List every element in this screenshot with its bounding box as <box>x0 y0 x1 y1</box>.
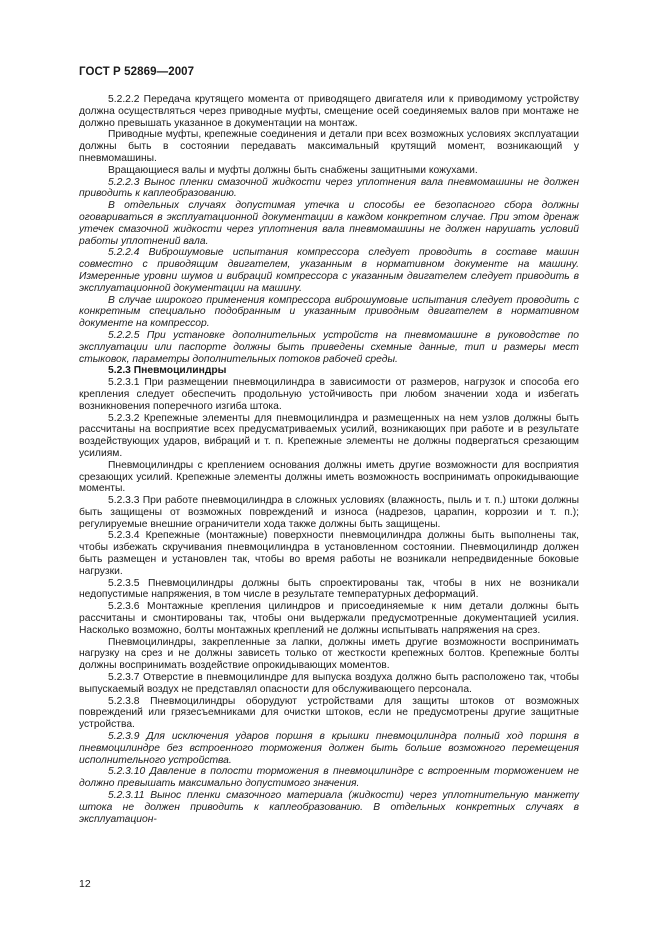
paragraph: В случае широкого применения компрессора виброшумовые испытания следует проводить с конкретным специально подобранным и указанным приводным двигателем в нормативном документе на компрессор. <box>79 294 579 330</box>
paragraph: 5.2.3.6 Монтажные крепления цилиндров и присоединяемые к ним детали должны быть рассчитаны и смонтированы так, чтобы они выдержали предусмотренные документацией усилия. Насколько возможно, болты монтажных креплений не должны испытывать напряжения на срез. <box>79 601 579 636</box>
paragraph: 5.2.2.4 Виброшумовые испытания компрессора следует проводить в составе машин совместно с приводящим двигателем, указанным в нормативном документе на машину. Измеренные уровни шумов и вибраций компрессора с указанным двигателем следует приводить в эксплуатационной документации на машину. <box>79 247 579 294</box>
paragraph: 5.2.3.3 При работе пневмоцилиндра в сложных условиях (влажность, пыль и т. п.) штоки должны быть защищены от возможных повреждений и износа (надрезов, царапин, коррозии и т. п.); регулируемые внешние ограничители хода также должны быть защищены. <box>79 495 579 530</box>
paragraph: 5.2.2.5 При установке дополнительных устройств на пневмомашине в руководстве по эксплуатации или паспорте должны быть приведены схемные данные, тип и размеры мест стыковок, параметры дополнительных потоков рабочей среды. <box>79 329 579 365</box>
paragraph: 5.2.3.4 Крепежные (монтажные) поверхности пневмоцилиндра должны быть выполнены так, чтобы избежать скручивания пневмоцилиндра в установленном состоянии. Пневмоцилиндр должен быть размещен и установлен так, чтобы во время работы не возникали непредвиденные боковые нагрузки. <box>79 530 579 577</box>
paragraph: 5.2.3.2 Крепежные элементы для пневмоцилиндра и размещенных на нем узлов должны быть рассчитаны на восприятие всех предусматриваемых усилий, возникающих при работе и в результате воздействующих ударов, вибраций и т. п. Крепежные элементы не должны подвергаться срезающим усилиям. <box>79 412 579 459</box>
paragraph: В отдельных случаях допустимая утечка и способы ее безопасного сбора должны оговариваться в эксплуатационной документации в каждом конкретном случае. При этом дренаж утечек смазочной жидкости через уплотнения вала пневмомашины не должен нарушать условий работы уплотнений вала. <box>79 200 579 247</box>
document-body <box>79 94 579 825</box>
paragraph: 5.2.3.10 Давление в полости торможения в пневмоцилиндре с встроенным торможением не должно превышать максимально допустимого значения. <box>79 766 579 790</box>
paragraph: 5.2.3.8 Пневмоцилиндры оборудуют устройствами для защиты штоков от возможных повреждений или грязесъемниками для очистки штоков, если не предусмотрены другие защитные устройства. <box>79 695 579 731</box>
paragraph: Пневмоцилиндры с креплением основания должны иметь другие возможности для восприятия срезающих усилий. Крепежные элементы должны иметь возможность воспринимать опрокидывающие моменты. <box>79 459 579 495</box>
paragraph: 5.2.3.9 Для исключения ударов поршня в крышки пневмоцилиндра полный ход поршня в пневмоцилиндре без встроенного торможения должен быть больше возможного перемещения исполнительного устройства. <box>79 731 579 766</box>
paragraph: 5.2.3.11 Вынос пленки смазочного материала (жидкости) через уплотнительную манжету штока не должен приводить к каплеобразованию. В отдельных конкретных случаях в эксплуатацион- <box>79 790 579 825</box>
page-header-standard-title: ГОСТ Р 52869—2007 <box>79 66 195 78</box>
paragraph: 5.2.2.3 Вынос пленки смазочной жидкости через уплотнения вала пневмомашины не должен приводить к каплеобразованию. <box>79 176 579 200</box>
paragraph: 5.2.3.1 При размещении пневмоцилиндра в зависимости от размеров, нагрузок и способа его крепления следует обеспечить продольную устойчивость при любом значении хода и избегать возникновения поперечного изгиба штока. <box>79 377 579 412</box>
page-number: 12 <box>79 878 91 890</box>
section-heading: 5.2.3 Пневмоцилиндры <box>108 365 227 377</box>
paragraph: Пневмоцилиндры, закрепленные за лапки, должны иметь другие возможности воспринимать нагрузку на срез и не должны зависеть только от жесткости крепежных болтов. Крепежные болты должны воспринимать воздействие опрокидывающих моментов. <box>79 636 579 672</box>
paragraph: 5.2.3.7 Отверстие в пневмоцилиндре для выпуска воздуха должно быть расположено так, чтобы выпускаемый воздух не представлял опасности для обслуживающего персонала. <box>79 672 579 695</box>
paragraph: Приводные муфты, крепежные соединения и детали при всех возможных условиях эксплуатации должны быть в состоянии передавать максимальный крутящий момент, возникающий у пневмомашины. <box>79 129 579 164</box>
paragraph: Вращающиеся валы и муфты должны быть снабжены защитными кожухами. <box>108 164 478 176</box>
paragraph: 5.2.3.5 Пневмоцилиндры должны быть спроектированы так, чтобы в них не возникали недопустимые напряжения, в том числе в результате температурных деформаций. <box>79 577 579 601</box>
paragraph: 5.2.2.2 Передача крутящего момента от приводящего двигателя или к приводимому устройству должна осуществляться через приводные муфты, смещение осей соединяемых валов при монтаже не должно превышать указанное в документации на монтаж. <box>79 94 579 129</box>
